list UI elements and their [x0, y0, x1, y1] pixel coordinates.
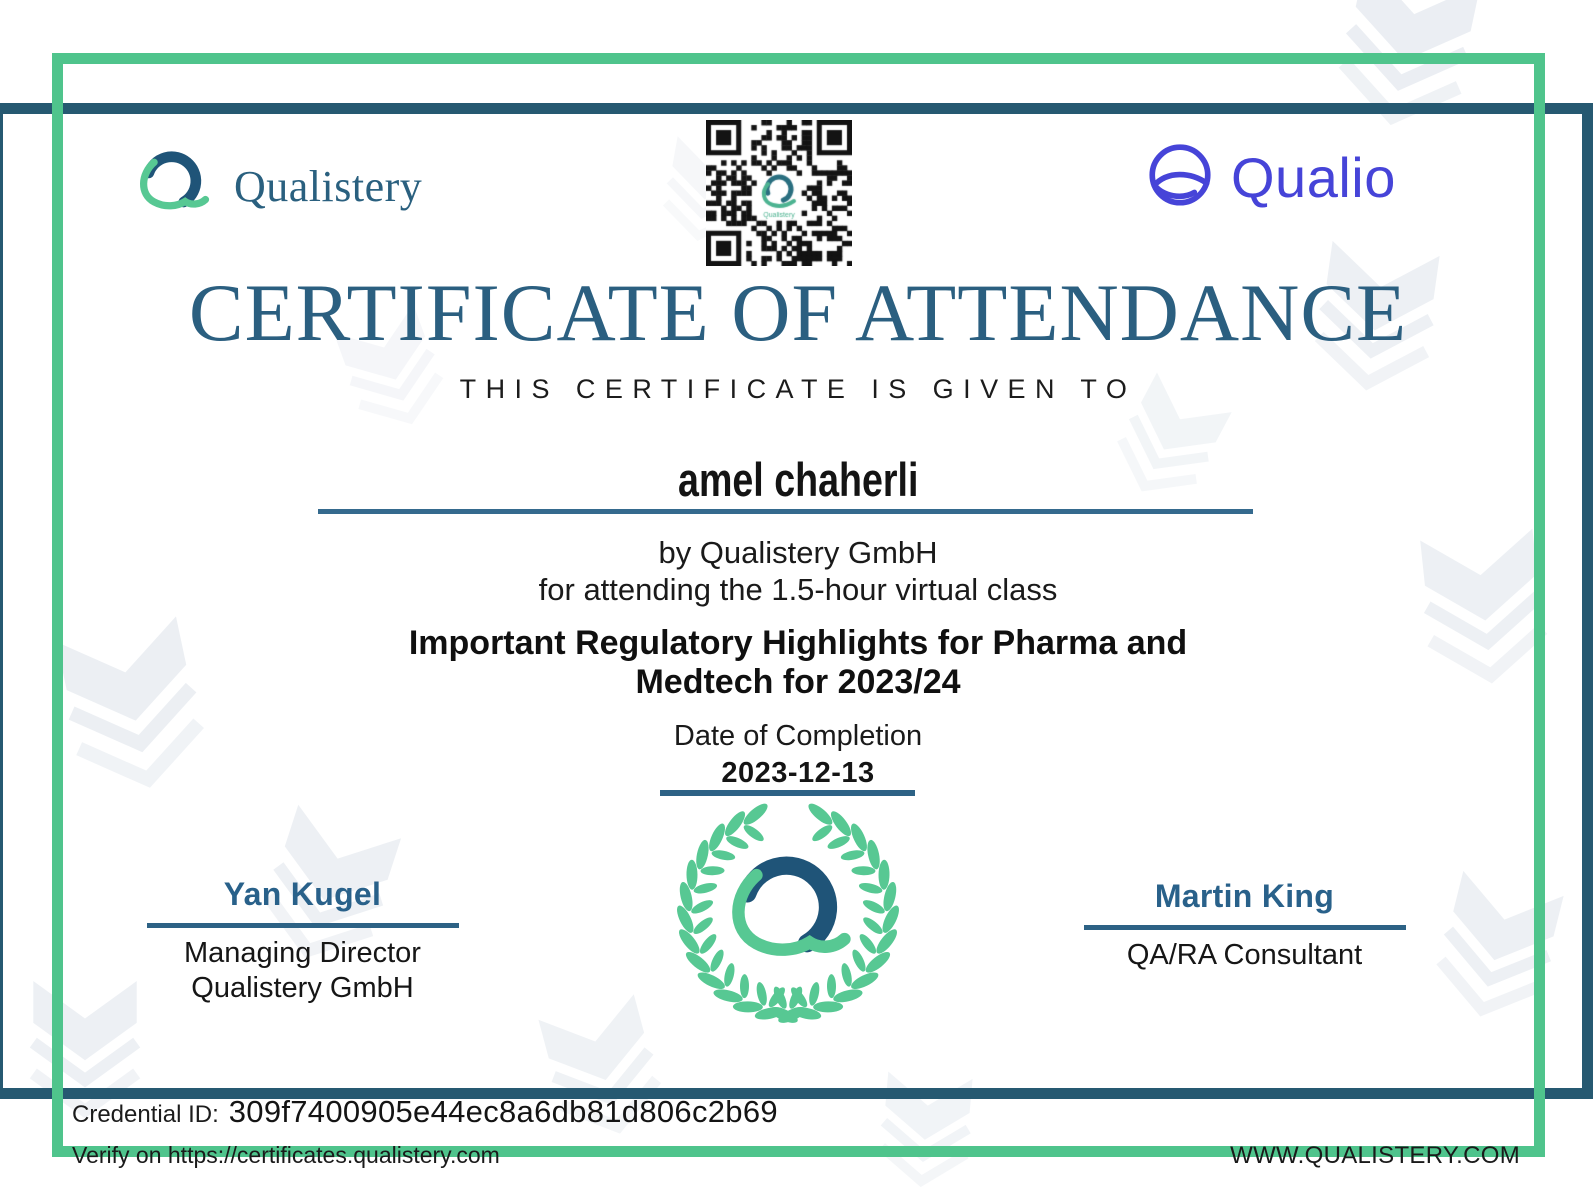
certificate-subtitle: THIS CERTIFICATE IS GIVEN TO [459, 374, 1137, 404]
recipient-underline [318, 509, 1253, 514]
recipient-name-row [0, 452, 1596, 507]
qualistery-q-icon [128, 138, 220, 234]
signature-right-role-1: QA/RA Consultant [1126, 939, 1363, 971]
signature-right-name: Martin King [1154, 878, 1335, 914]
byline-attendance: for attending the 1.5-hour virtual class [538, 572, 1058, 607]
date-label: Date of Completion [673, 720, 923, 752]
qualistery-logo-text: Qualistery [234, 161, 423, 211]
date-value: 2023-12-13 [721, 757, 875, 789]
certificate-title: CERTIFICATE OF ATTENDANCE [188, 267, 1408, 358]
signature-left-name: Yan Kugel [223, 876, 382, 912]
signature-left [130, 876, 475, 1006]
signature-left-underline [147, 923, 459, 928]
laurel-wreath-icon [664, 798, 912, 1030]
credential-label: Credential ID: [72, 1101, 219, 1128]
byline [0, 534, 1596, 608]
date-underline [660, 790, 915, 796]
qr-code-canvas [706, 120, 852, 266]
verify-url-text: Verify on https://certificates.qualistery.com [72, 1142, 500, 1168]
credential-id: 309f7400905e44ec8a6db81d806c2b69 [228, 1094, 778, 1129]
qr-code [706, 120, 852, 266]
course-title: Important Regulatory Highlights for Pharma and Medtech for 2023/24 [408, 624, 1188, 701]
watermark-chevron [861, 1063, 990, 1200]
signature-left-role-1: Managing Director [184, 937, 421, 969]
watermark-chevron [1405, 857, 1585, 1057]
recipient-name: amel chaherli [677, 453, 919, 506]
qualio-logo [1143, 140, 1396, 214]
qualistery-logo [128, 138, 422, 234]
qualio-logo-text: Qualio [1231, 145, 1396, 209]
credential-row [72, 1094, 778, 1130]
qualio-icon [1143, 140, 1217, 214]
course-title-block [0, 624, 1596, 702]
signature-left-role-2: Qualistery GmbH [191, 972, 414, 1004]
signature-right [1072, 878, 1417, 973]
website-text: WWW.QUALISTERY.COM [1230, 1142, 1520, 1169]
byline-issuer: by Qualistery GmbH [658, 535, 938, 570]
signature-right-underline [1084, 925, 1406, 930]
